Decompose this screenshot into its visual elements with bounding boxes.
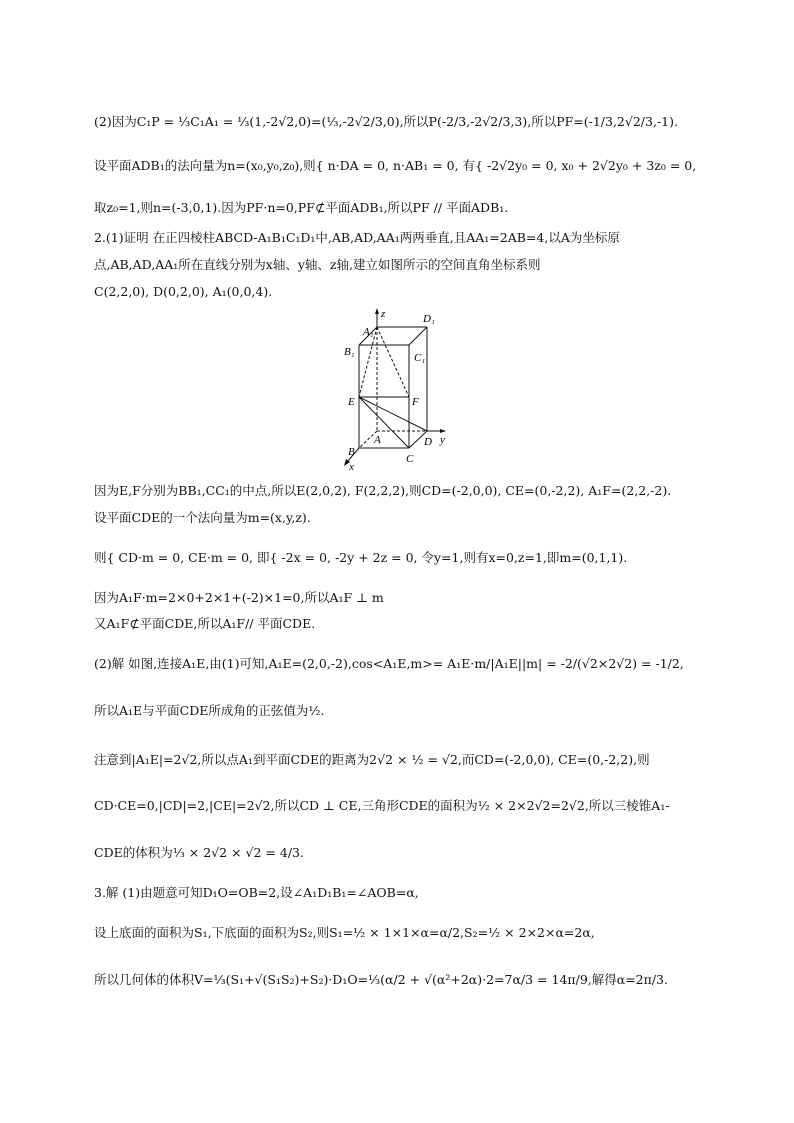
label-x: x (349, 461, 354, 473)
line-12: (2)解 如图,连接A₁E,由(1)可知,A₁E=(2,0,-2),cos<A₁E,m>= A₁E·m/|A₁E||m| = -2/(√2×2√2) = -1/2, (94, 656, 684, 671)
line-11: 又A₁F⊄平面CDE,所以A₁F// 平面CDE. (94, 616, 316, 631)
line-6: C(2,2,0), D(0,2,0), A₁(0,0,4). (94, 284, 273, 299)
label-D: D (424, 436, 432, 448)
line-1: (2)因为C₁P = ⅓C₁A₁ = ⅓(1,-2√2,0)=(⅓,-2√2/3,0),所以P(-2/3,-2√2/3,3),所以PF=(-1/3,2√2/3,-1). (94, 114, 678, 129)
label-A1: A₁ (363, 326, 374, 338)
prism-figure (330, 305, 470, 475)
line-13: 所以A₁E与平面CDE所成角的正弦值为½. (94, 703, 325, 718)
line-10: 因为A₁F·m=2×0+2×1+(-2)×1=0,所以A₁F ⊥ m (94, 590, 384, 605)
line-17: 3.解 (1)由题意可知D₁O=OB=2,设∠A₁D₁B₁=∠AOB=α, (94, 885, 419, 900)
label-B1: B₁ (344, 346, 355, 358)
label-D1: D₁ (423, 313, 435, 325)
line-9: 则{ CD·m = 0, CE·m = 0, 即{ -2x = 0, -2y + 2z = 0, 令y=1,则有x=0,z=1,即m=(0,1,1). (94, 550, 628, 565)
line-14: 注意到|A₁E|=2√2,所以点A₁到平面CDE的距离为2√2 × ½ = √2,而CD=(-2,0,0), CE=(0,-2,2),则 (94, 752, 650, 767)
line-15: CD·CE=0,|CD|=2,|CE|=2√2,所以CD ⊥ CE,三角形CDE的面积为½ × 2×2√2=2√2,所以三棱锥A₁- (94, 798, 670, 813)
label-z: z (381, 308, 386, 320)
label-A: A (374, 434, 381, 446)
line-5: 点,AB,AD,AA₁所在直线分别为x轴、y轴、z轴,建立如图所示的空间直角坐标系则 (94, 257, 541, 272)
label-C: C (406, 453, 414, 465)
line-18: 设上底面的面积为S₁,下底面的面积为S₂,则S₁=½ × 1×1×α=α/2,S₂=½ × 2×2×α=2α, (94, 925, 595, 940)
line-2: 设平面ADB₁的法向量为n=(x₀,y₀,z₀),则{ n·DA = 0, n·AB₁ = 0, 有{ -2√2y₀ = 0, x₀ + 2√2y₀ + 3z₀ = 0, (94, 158, 697, 173)
line-16: CDE的体积为⅓ × 2√2 × √2 = 4/3. (94, 845, 304, 860)
line-19: 所以几何体的体积V=⅓(S₁+√(S₁S₂)+S₂)·D₁O=⅓(α/2 + √(α²+2α)·2=7α/3 = 14π/9,解得α=2π/3. (94, 972, 668, 987)
line-7: 因为E,F分别为BB₁,CC₁的中点,所以E(2,0,2), F(2,2,2),则CD=(-2,0,0), CE=(0,-2,2), A₁F=(2,2,-2). (94, 483, 672, 498)
label-F: F (412, 396, 419, 408)
label-y: y (440, 434, 445, 446)
line-3: 取z₀=1,则n=(-3,0,1).因为PF·n=0,PF⊄平面ADB₁,所以PF // 平面ADB₁. (94, 200, 509, 215)
label-B: B (348, 446, 355, 458)
label-E: E (348, 396, 355, 408)
line-4: 2.(1)证明 在正四棱柱ABCD-A₁B₁C₁D₁中,AB,AD,AA₁两两垂直,且AA₁=2AB=4,以A为坐标原 (94, 230, 620, 245)
label-C1: C₁ (414, 352, 426, 364)
line-8: 设平面CDE的一个法向量为m=(x,y,z). (94, 510, 311, 525)
